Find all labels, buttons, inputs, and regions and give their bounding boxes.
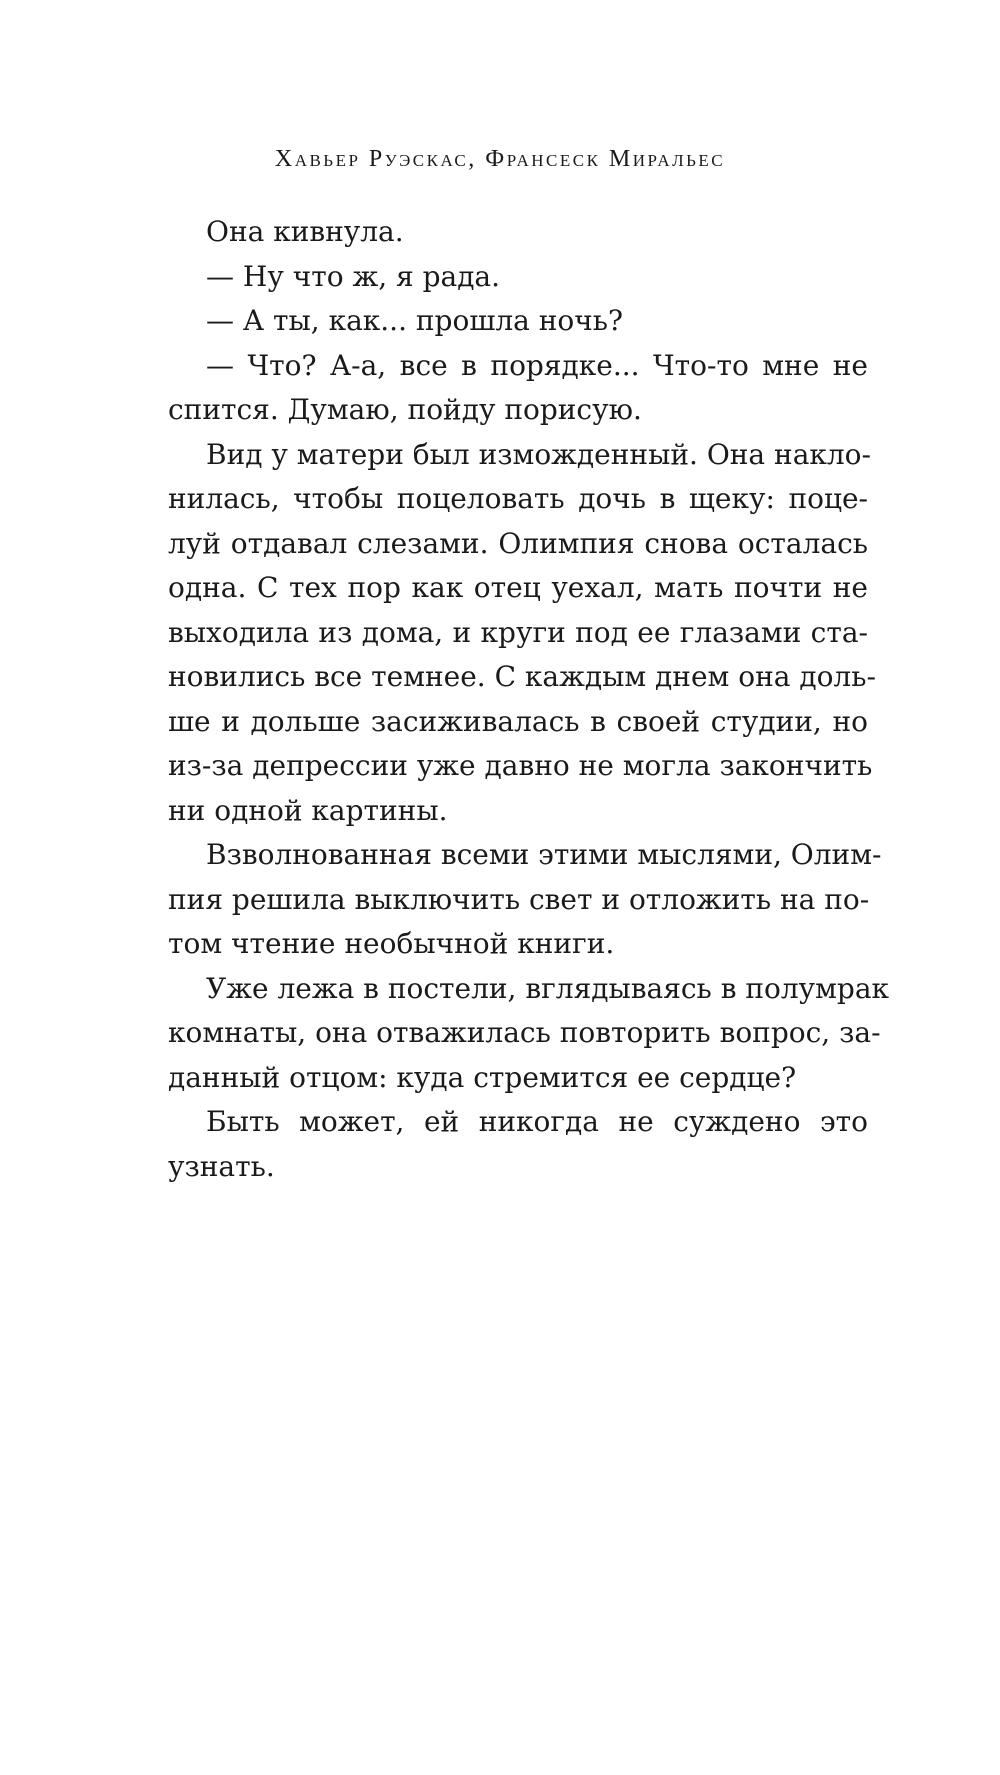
- text-line: ше и дольше засиживалась в своей студии, но: [168, 704, 868, 738]
- text-line: том чтение необычной книги.: [168, 927, 615, 960]
- text-line: Она кивнула.: [206, 215, 404, 248]
- text-line: — А ты, как... прошла ночь?: [206, 304, 624, 337]
- text-line: Взволнованная всеми этими мыслями, Олим-: [206, 838, 882, 871]
- text-line: ни одной картины.: [168, 793, 448, 827]
- text-line: данный отцом: куда стремится ее сердце?: [168, 1060, 797, 1094]
- text-line: луй отдавал слезами. Олимпия снова осталась: [168, 526, 868, 560]
- text-line: — Что? А-а, все в порядке... Что-то мне не: [206, 348, 868, 382]
- text-line: одна. С тех пор как отец уехал, мать почти не: [168, 571, 868, 604]
- text-line: выходила из дома, и круги под ее глазами ста-: [168, 615, 868, 649]
- body-text: [168, 210, 890, 1189]
- text-line: Быть может, ей никогда не суждено это: [206, 1105, 868, 1138]
- text-line: нилась, чтобы поцеловать дочь в щеку: поце-: [168, 482, 868, 515]
- running-head-authors: Хавьер Руэскас, Франсеск Миральес: [274, 146, 726, 172]
- text-line: новились все темнее. С каждым днем она доль-: [168, 660, 876, 693]
- text-line: Уже лежа в постели, вглядываясь в полумрак: [206, 971, 890, 1005]
- text-line: из-за депрессии уже давно не могла закончить: [168, 749, 873, 782]
- text-line: спится. Думаю, пойду порисую.: [168, 393, 642, 426]
- text-line: комнаты, она отважилась повторить вопрос, за-: [168, 1016, 881, 1049]
- text-line: пия решила выключить свет и отложить на по-: [168, 882, 870, 916]
- text-line: — Ну что ж, я рада.: [206, 259, 501, 293]
- text-line: Вид у матери был изможденный. Она накло-: [206, 437, 871, 471]
- text-line: узнать.: [168, 1149, 275, 1183]
